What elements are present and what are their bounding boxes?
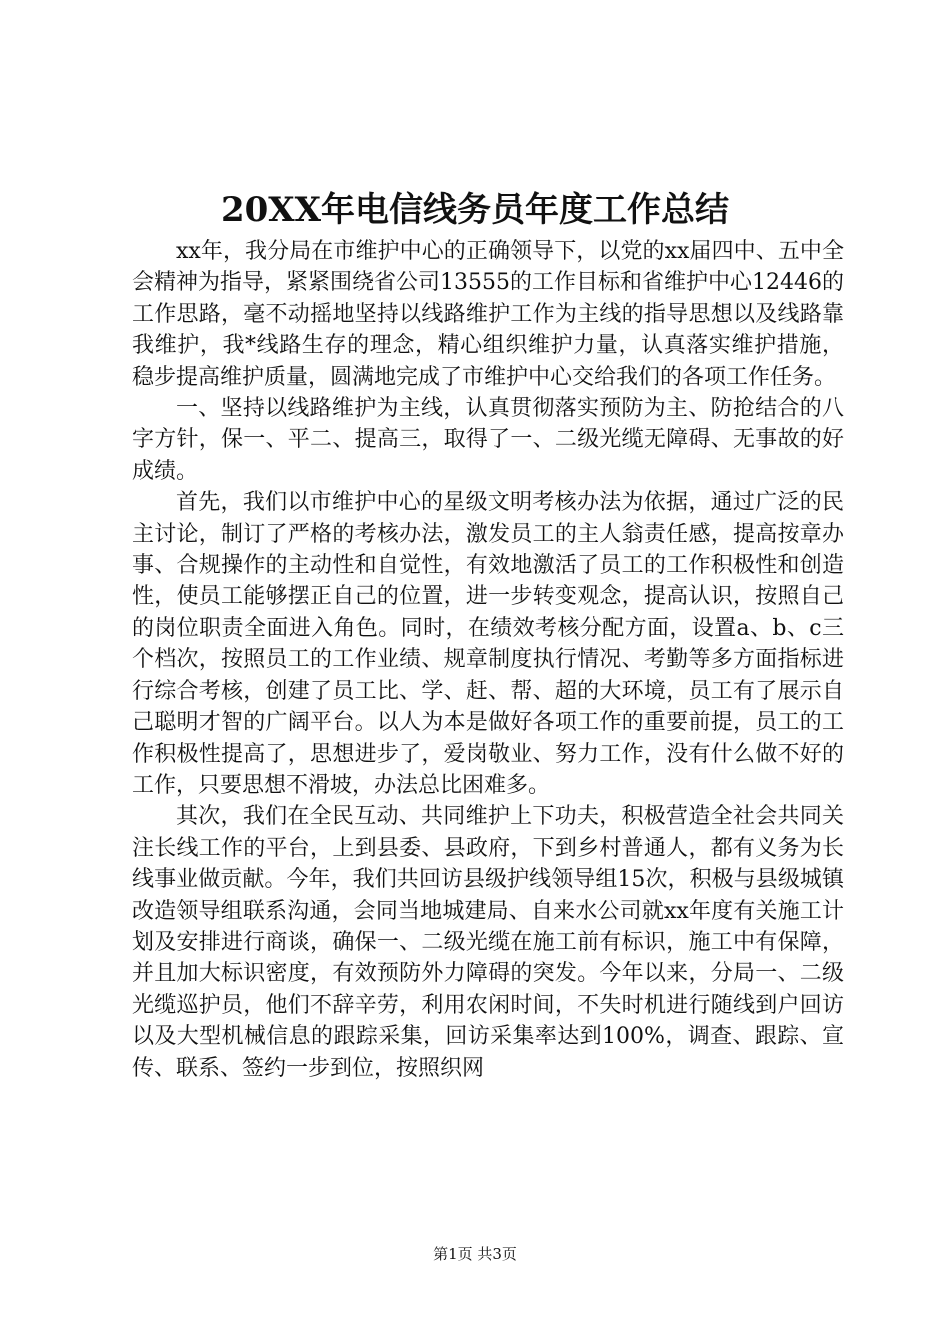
document-title: 20XX年电信线务员年度工作总结 bbox=[220, 190, 730, 230]
paragraph-first: 首先，我们以市维护中心的星级文明考核办法为依据，通过广泛的民主讨论，制订了严格的考核办法，激发员工的主人翁责任感，提高按章办事、合规操作的主动性和自觉性，有效地激活了员工的工作积极性和创造性，使员工能够摆正自己的位置，进一步转变观念，提高认识，按照自己的岗位职责全面进入角色。同时，在绩效考核分配方面，设置a、b、c三个档次，按照员工的工作业绩、规章制度执行情况、考勤等多方面指标进行综合考核，创建了员工比、学、赶、帮、超的大环境，员工有了展示自己聪明才智的广阔平台。以人为本是做好各项工作的重要前提，员工的工作积极性提高了，思想进步了，爱岗敬业、努力工作，没有什么做不好的工作，只要思想不滑坡，办法总比困难多。 bbox=[132, 490, 844, 798]
document-body bbox=[132, 236, 844, 1084]
paragraph-second: 其次，我们在全民互动、共同维护上下功夫，积极营造全社会共同关注长线工作的平台，上到县委、县政府，下到乡村普通人，都有义务为长线事业做贡献。今年，我们共回访县级护线领导组15次，积极与县级城镇改造领导组联系沟通，会同当地城建局、自来水公司就xx年度有关施工计划及安排进行商谈，确保一、二级光缆在施工前有标识，施工中有保障，并且加大标识密度，有效预防外力障碍的突发。今年以来，分局一、二级光缆巡护员，他们不辞辛劳，利用农闲时间，不失时机进行随线到户回访以及大型机械信息的跟踪采集，回访采集率达到100%，调查、跟踪、宣传、联系、签约一步到位，按照织网 bbox=[132, 804, 844, 1081]
page-number-footer: 第1页 共3页 bbox=[433, 1245, 517, 1263]
paragraph-section-one: 一、坚持以线路维护为主线，认真贯彻落实预防为主、防抢结合的八字方针，保一、平二、提高三，取得了一、二级光缆无障碍、无事故的好成绩。 bbox=[132, 396, 844, 484]
paragraph-intro: xx年，我分局在市维护中心的正确领导下，以党的xx届四中、五中全会精神为指导，紧紧围绕省公司13555的工作目标和省维护中心12446的工作思路，毫不动摇地坚持以线路维护工作为主线的指导思想以及线路靠我维护，我*线路生存的理念，精心组织维护力量，认真落实维护措施，稳步提高维护质量，圆满地完成了市维护中心交给我们的各项工作任务。 bbox=[132, 239, 844, 390]
